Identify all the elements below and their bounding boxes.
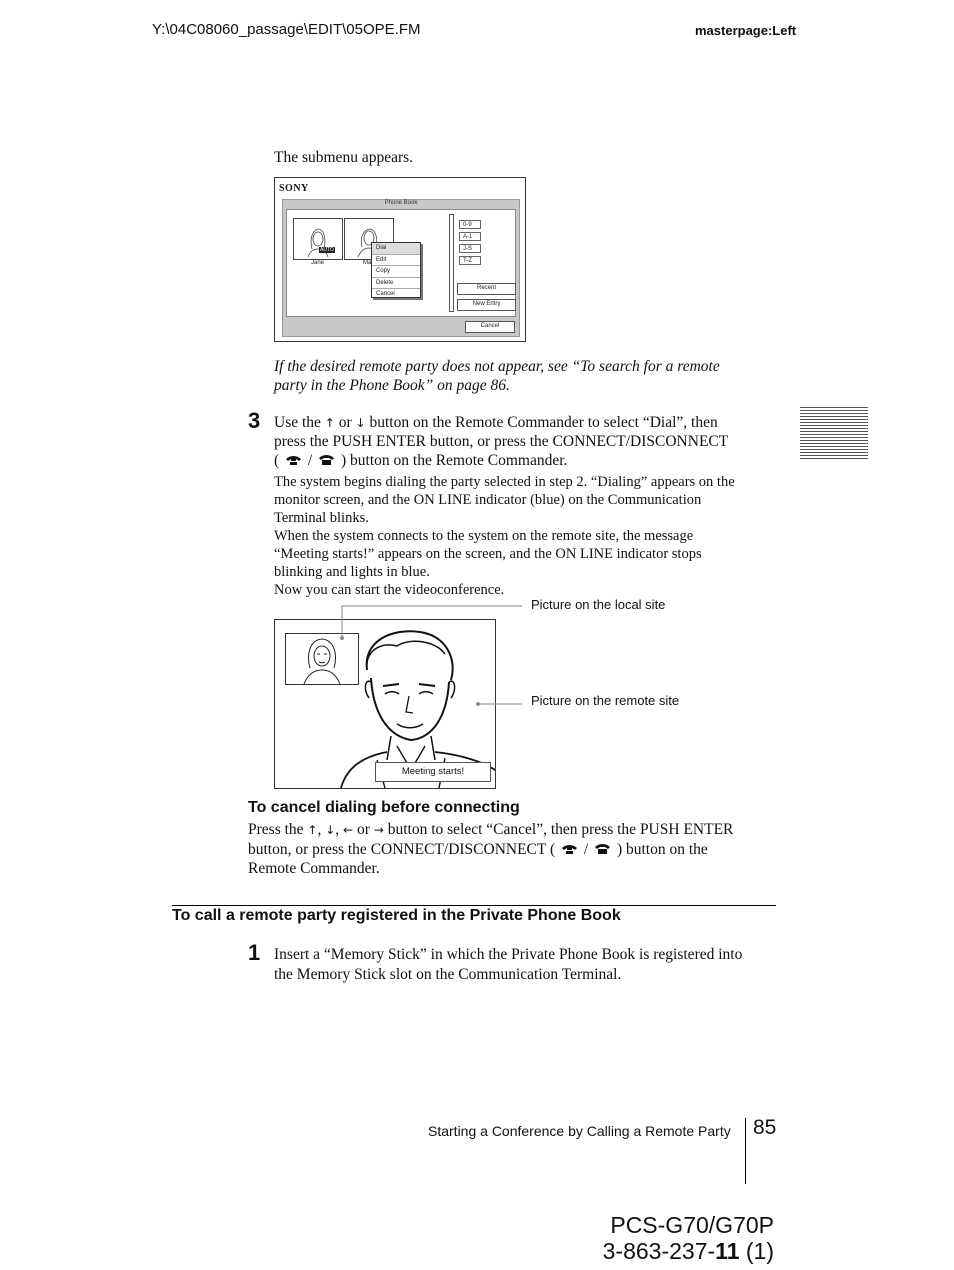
- sony-logo: SONY: [279, 183, 309, 194]
- cancel-heading: To cancel dialing before connecting: [248, 799, 520, 816]
- submenu: [371, 242, 421, 298]
- phone-disconnect-icon: [318, 455, 335, 466]
- entry-name-jane: Jane: [311, 260, 325, 266]
- phone-book-content: [286, 209, 516, 317]
- new-entry-button[interactable]: New Entry: [457, 299, 516, 311]
- submenu-delete[interactable]: Delete: [372, 278, 420, 290]
- submenu-cancel[interactable]: Cancel: [376, 291, 395, 297]
- cancel-line-3: Remote Commander.: [248, 860, 380, 877]
- phone-disconnect-icon: [594, 844, 611, 855]
- cancel-line-2: button, or press the CONNECT/DISCONNECT ( / ) button on the: [248, 841, 708, 858]
- down-arrow-icon: ↓: [325, 823, 336, 837]
- footer-section-title: Starting a Conference by Calling a Remote Party: [428, 1123, 731, 1139]
- submenu-copy[interactable]: Copy: [372, 266, 420, 278]
- file-path: Y:\04C08060_passage\EDIT\05OPE.FM: [152, 21, 421, 38]
- person-icon: [294, 219, 342, 259]
- step3-line-3: ( / ) button on the Remote Commander.: [274, 452, 568, 469]
- meeting-starts-message: Meeting starts!: [375, 762, 491, 782]
- step3-detail-3: Terminal blinks.: [274, 510, 369, 526]
- cancel-button[interactable]: Cancel: [465, 321, 515, 333]
- note-line-1: If the desired remote party does not appear, see “To search for a remote: [274, 358, 720, 375]
- step3-detail-4: When the system connects to the system on the remote site, the message: [274, 528, 694, 544]
- step3-detail-2: monitor screen, and the ON LINE indicator (blue) on the Communication: [274, 492, 702, 508]
- footer-divider: [745, 1118, 746, 1184]
- phone-book-screen: [274, 177, 526, 342]
- recent-button[interactable]: Recent: [457, 283, 516, 295]
- step3-detail-6: blinking and lights in blue.: [274, 564, 430, 580]
- model-number: PCS-G70/G70P: [610, 1212, 774, 1238]
- index-btn-a-1[interactable]: A-1: [459, 232, 481, 241]
- step3-line-2: press the PUSH ENTER button, or press the CONNECT/DISCONNECT: [274, 433, 729, 450]
- section-divider: [172, 905, 776, 906]
- entry-name-2: Ma: [363, 260, 372, 266]
- label-remote-site: Picture on the remote site: [531, 693, 680, 708]
- up-arrow-icon: ↑: [307, 823, 318, 837]
- phone-connect-icon: [561, 844, 578, 855]
- scrollbar[interactable]: [449, 214, 454, 312]
- note-line-2: party in the Phone Book” on page 86.: [274, 377, 510, 394]
- intro-text: The submenu appears.: [274, 149, 414, 166]
- submenu-dial[interactable]: Dial: [372, 243, 420, 255]
- phone-book-title: Phone Book: [384, 200, 418, 206]
- index-btn-0-9[interactable]: 0-9: [459, 220, 481, 229]
- submenu-edit[interactable]: Edit: [372, 255, 420, 267]
- entry-thumbnail-jane[interactable]: [293, 218, 343, 260]
- chapter-tab-marker: [800, 407, 868, 459]
- index-btn-j-s[interactable]: J-S: [459, 244, 481, 253]
- auto-badge: AUTO: [320, 247, 334, 253]
- step-number-1: 1: [248, 940, 261, 965]
- label-local-site: Picture on the local site: [531, 597, 666, 612]
- right-arrow-icon: →: [373, 823, 384, 837]
- private-step1-line-1: Insert a “Memory Stick” in which the Private Phone Book is registered into: [274, 946, 743, 963]
- step3-detail-7: Now you can start the videoconference.: [274, 582, 505, 598]
- private-step1-line-2: the Memory Stick slot on the Communication Terminal.: [274, 966, 622, 983]
- up-arrow-icon: ↑: [324, 416, 335, 430]
- step-number-3: 3: [248, 408, 261, 433]
- private-phone-book-heading: To call a remote party registered in the Private Phone Book: [172, 907, 621, 924]
- phone-book-panel: [282, 199, 520, 337]
- phone-connect-icon: [285, 455, 302, 466]
- step3-line-1: Use the ↑ or ↓ button on the Remote Commander to select “Dial”, then: [274, 414, 718, 431]
- down-arrow-icon: ↓: [355, 416, 366, 430]
- part-number: 3-863-237-11 (1): [602, 1238, 774, 1264]
- page-number: 85: [753, 1116, 777, 1139]
- step3-detail-5: “Meeting starts!” appears on the screen, and the ON LINE indicator stops: [274, 546, 702, 562]
- callout-lines: [330, 595, 530, 715]
- left-arrow-icon: ←: [343, 823, 354, 837]
- masterpage-label: masterpage:Left: [695, 23, 797, 38]
- step3-detail-1: The system begins dialing the party selected in step 2. “Dialing” appears on the: [274, 474, 735, 490]
- cancel-line-1: Press the ↑, ↓, ← or → button to select “Cancel”, then press the PUSH ENTER: [248, 821, 734, 838]
- index-btn-t-z[interactable]: T-Z: [459, 256, 481, 265]
